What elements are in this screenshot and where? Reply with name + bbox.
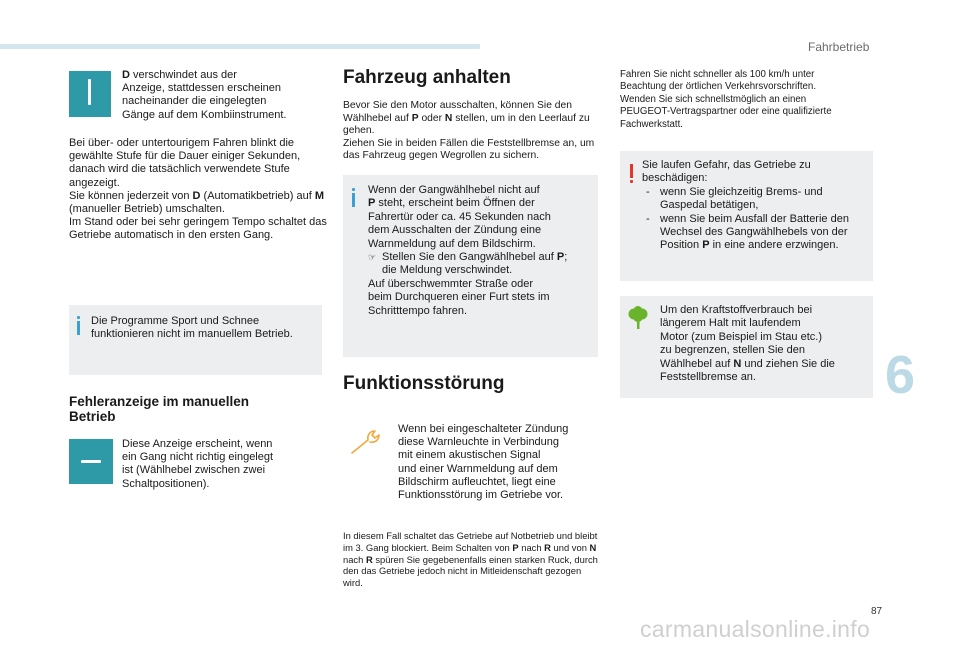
watermark: carmanualsonline.info <box>640 616 871 642</box>
speed-paragraph: Fahren Sie nicht schneller als 100 km/h unter Beachtung der örtlichen Verkehrsvorschriften. Wenden Sie sich schnellstmöglich an einen PEUGEOT-Vertragspartner oder eine qualifizierte Fachwerkstatt. <box>620 69 832 130</box>
eco-tree-icon <box>627 306 649 330</box>
info-box-sport: Die Programme Sport und Schnee funktionieren nicht im manuellem Betrieb. <box>69 305 322 375</box>
header-bar <box>0 44 480 49</box>
page-number: 87 <box>871 606 883 617</box>
info-box-selector: Wenn der Gangwählhebel nicht auf P steht, erscheint beim Öffnen der Fahrertür oder ca. 45 Sekunden nach dem Ausschalten der Zündung eine Warnmeldung auf dem Bildschirm. ☞ Stellen Sie den Gangwählhebel auf P; die Meldung verschwindet. Auf überschwemmter Straße oder beim Durchqueren einer Furt stets im Schritttempo fahren. <box>343 175 598 357</box>
eco-box-fuel: Um den Kraftstoffverbrauch bei längerem Halt mit laufendem Motor (zum Beispiel im Stau etc.) zu begrenzen, stellen Sie den Wählhebel auf N und ziehen Sie die Feststellbremse an. <box>620 296 873 398</box>
warning-box-gearbox: Sie laufen Gefahr, das Getriebe zu beschädigen: - wenn Sie gleichzeitig Brems- und Gaspedal betätigen, - wenn Sie beim Ausfall der Batterie den Wechsel des Gangwählhebels von der Position P in eine andere erzwingen. <box>620 151 873 281</box>
d-note: D verschwindet aus der Anzeige, stattdessen erscheinen nacheinander die eingelegten Gänge auf dem Kombiinstrument. <box>122 69 287 121</box>
paragraph: Sie können jederzeit von D (Automatikbetrieb) auf M (manueller Betrieb) umschalten. <box>69 189 324 216</box>
dash-indicator-icon <box>81 460 101 463</box>
fault-text: Diese Anzeige erscheint, wenn ein Gang nicht richtig eingelegt ist (Wählhebel zwischen zwei Schaltpositionen). <box>122 438 274 490</box>
gear-indicator-tile <box>69 71 111 117</box>
paragraph: Bei über- oder untertourigem Fahren blinkt die gewählte Stufe für die Dauer einiger Sekunden, danach wird die tatsächlich verwendete Stufe angezeigt. <box>69 137 301 189</box>
wrench-text: Wenn bei eingeschalteter Zündung diese Warnleuchte in Verbindung mit einem akustischen Signal und einer Warnmeldung auf dem Bildschirm aufleuchtet, liegt eine Funktionsstörung im Getriebe vor. <box>398 423 569 502</box>
heading-stop-vehicle: Fahrzeug anhalten <box>343 67 511 88</box>
fault-indicator-tile <box>69 439 113 484</box>
info-icon <box>75 316 82 335</box>
gear-indicator-icon <box>88 79 91 105</box>
emergency-paragraph: In diesem Fall schaltet das Getriebe auf Notbetrieb und bleibt im 3. Gang blockiert. Beim Schalten von P nach R und von N nach R spüren Sie gegebenenfalls einen starken Ruck, durch den das Getriebe jedoch nicht in Mitleidenschaft gezogen wird. <box>343 530 598 589</box>
warning-icon <box>629 164 635 183</box>
wrench-icon <box>350 426 384 456</box>
section-title: Fahrbetrieb <box>808 40 870 54</box>
chapter-number: 6 <box>885 345 916 405</box>
paragraph: Im Stand oder bei sehr geringem Tempo schaltet das Getriebe automatisch in den ersten Gang. <box>69 216 327 242</box>
info-icon <box>350 188 357 207</box>
heading-malfunction: Funktionsstörung <box>343 373 505 394</box>
heading-fault-manual: Fehleranzeige im manuellen Betrieb <box>69 394 250 424</box>
stop-paragraph: Bevor Sie den Motor ausschalten, können Sie den Wählhebel auf P oder N stellen, um in den Leerlauf zu gehen. Ziehen Sie in beiden Fällen die Feststellbremse an, um das Fahrzeug gegen Wegrollen zu sichern. <box>343 100 595 162</box>
body-text-col1 <box>69 137 329 243</box>
